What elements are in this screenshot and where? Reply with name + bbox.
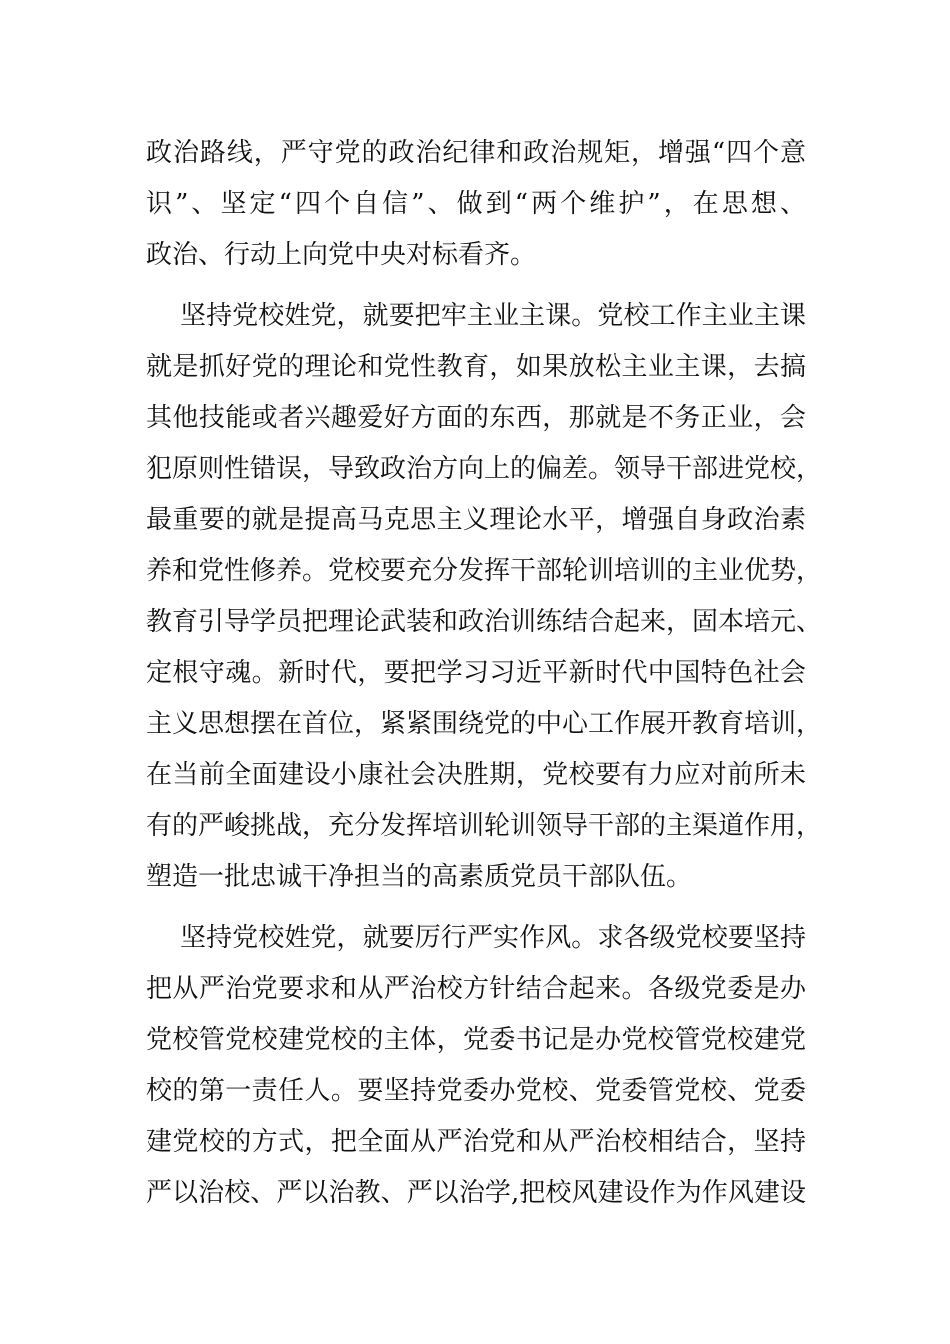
paragraph-2-line-12: 塑造一批忠诚干净担当的高素质党员干部队伍。: [146, 862, 693, 892]
paragraph-2-line-6: 养和党性修养。党校要充分发挥干部轮训培训的主业优势，: [146, 556, 823, 586]
paragraph-2-line-7: 教育引导学员把理论武装和政治训练结合起来，固本培元、: [146, 607, 823, 637]
paragraph-2-line-4: 犯原则性错误，导致政治方向上的偏差。领导干部进党校，: [146, 454, 823, 484]
paragraph-3-line-1: 坚持党校姓党，就要厉行严实作风。求各级党校要坚持: [180, 923, 806, 953]
paragraph-1-line-3: 政治、行动上向党中央对标看齐。: [146, 240, 537, 270]
document-body: [146, 128, 823, 1219]
paragraph-spacer: [146, 903, 806, 913]
paragraph-2-line-1: 坚持党校姓党，就要把牢主业主课。党校工作主业主课: [180, 301, 806, 331]
paragraph-2-line-3: 其他技能或者兴趣爱好方面的东西，那就是不务正业，会: [146, 403, 806, 433]
paragraph-3-line-3: 党校管党校建党校的主体，党委书记是办党校管党校建党: [146, 1025, 806, 1055]
paragraph-2-line-9: 主义思想摆在首位，紧紧围绕党的中心工作展开教育培训，: [146, 709, 823, 739]
paragraph-spacer: [146, 281, 806, 291]
paragraph-3-line-4: 校的第一责任人。要坚持党委办党校、党委管党校、党委: [146, 1076, 806, 1106]
paragraph-1-line-2: 识”、坚定“四个自信”、做到“两个维护”，在思想、: [146, 189, 806, 219]
paragraph-1-line-1: 政治路线，严守党的政治纪律和政治规矩，增强“四个意: [146, 138, 806, 168]
paragraph-3-line-5: 建党校的方式，把全面从严治党和从严治校相结合，坚持: [146, 1127, 806, 1157]
paragraph-2-line-8: 定根守魂。新时代，要把学习习近平新时代中国特色社会: [146, 658, 806, 688]
paragraph-2-line-2: 就是抓好党的理论和党性教育，如果放松主业主课，去搞: [146, 352, 806, 382]
paragraph-2-line-10: 在当前全面建设小康社会决胜期，党校要有力应对前所未: [146, 760, 806, 790]
paragraph-3-line-6: 严以治校、严以治教、严以治学,把校风建设作为作风建设: [146, 1178, 806, 1208]
paragraph-2-line-11: 有的严峻挑战，充分发挥培训轮训领导干部的主渠道作用，: [146, 811, 823, 841]
paragraph-2-line-5: 最重要的就是提高马克思主义理论水平，增强自身政治素: [146, 505, 806, 535]
paragraph-3-line-2: 把从严治党要求和从严治校方针结合起来。各级党委是办: [146, 974, 806, 1004]
